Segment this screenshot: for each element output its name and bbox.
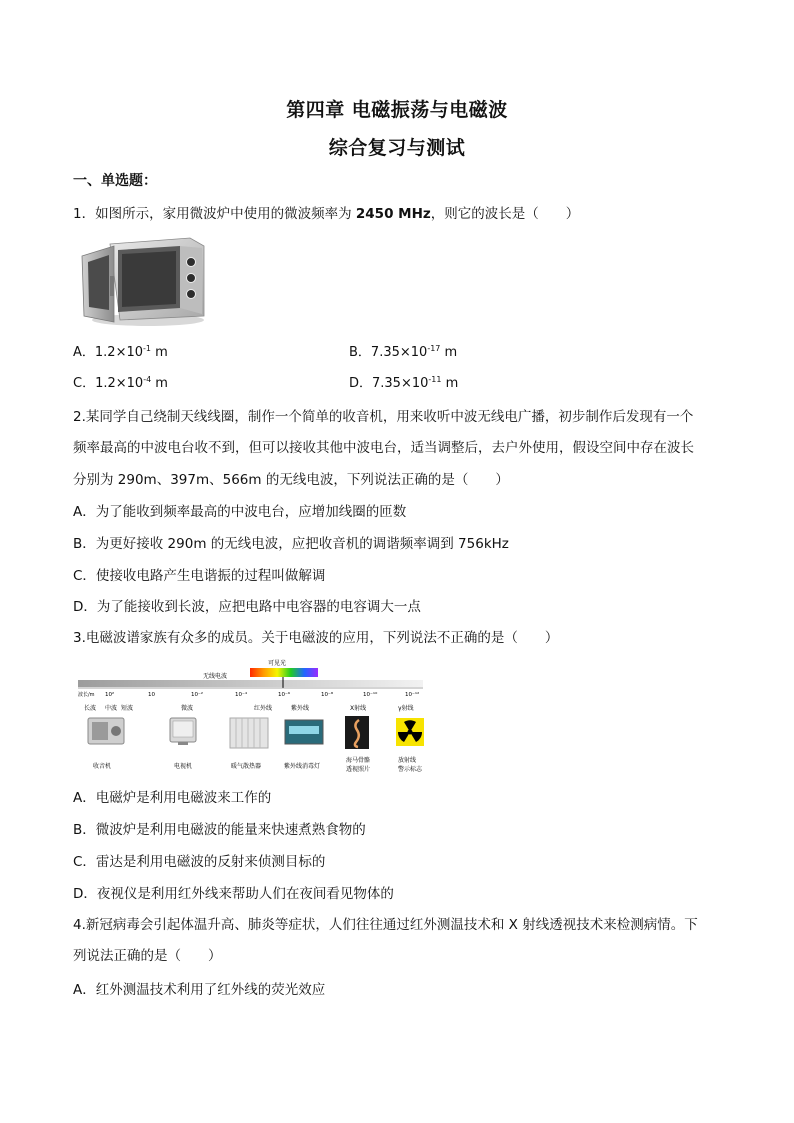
q1-c-unit: m [151, 376, 168, 391]
visible-spectrum-bar [250, 668, 318, 677]
tick-label: 10⁻² [191, 692, 204, 698]
q1-a-unit: m [151, 345, 168, 360]
q2-option-a[interactable]: A．为了能收到频率最高的中波电台，应增加线圈的匝数 [73, 504, 407, 520]
q1-c-mantissa: C．1.2×10 [73, 376, 144, 391]
band-label: 微波 [181, 705, 194, 712]
q1-a-mantissa: A．1.2×10 [73, 345, 144, 360]
band-label: 紫外线 [291, 705, 310, 712]
radio-wave-label: 无线电波 [203, 673, 228, 680]
band-label: 短波 [121, 705, 134, 712]
q2-option-b[interactable]: B．为更好接收 290m 的无线电波，应把收音机的调谐频率调到 756kHz [73, 536, 509, 552]
spectrum-band [78, 680, 423, 687]
q1-d-exponent: -11 [428, 375, 442, 384]
q3-option-a[interactable]: A．电磁炉是利用电磁波来工作的 [73, 790, 272, 806]
tick-label: 10 [148, 692, 155, 698]
tick-label: 10⁻⁴ [235, 692, 248, 698]
band-label: 红外线 [254, 705, 273, 712]
q1-a-exponent: -1 [143, 344, 151, 353]
q1-option-a[interactable] [73, 343, 168, 363]
q3-stem: 3.电磁波谱家族有众多的成员。关于电磁波的应用，下列说法不正确的是（ ） [73, 630, 559, 646]
tick-label: 10⁻¹⁰ [363, 692, 378, 698]
q2-stem-line-2: 频率最高的中波电台收不到，但可以接收其他中波电台，适当调整后，去户外使用，假设空间中存在波长 [73, 440, 694, 456]
microwave-oven-image [80, 236, 205, 328]
radio-image [88, 718, 124, 744]
tick-label: 10⁻⁸ [321, 692, 334, 698]
em-spectrum-figure [78, 658, 438, 780]
device-label: 放射线 [398, 757, 417, 764]
q4-stem-line-1: 4.新冠病毒会引起体温升高、肺炎等症状，人们往往通过红外测温技术和 X 射线透视技术来检测病情。下 [73, 917, 698, 933]
device-label: 警示标志 [398, 766, 423, 773]
q1-option-b[interactable] [349, 343, 457, 363]
tick-label: 10² [105, 692, 115, 698]
device-label: 收音机 [93, 763, 112, 770]
seahorse-xray-image [345, 716, 369, 749]
radiation-warning-icon [396, 718, 424, 746]
q4-stem-line-2: 列说法正确的是（ ） [73, 948, 222, 964]
q2-stem-line-3: 分别为 290m、397m、566m 的无线电波，下列说法正确的是（ ） [73, 472, 509, 488]
axis-label: 波长/m [78, 692, 95, 698]
band-label: γ射线 [398, 705, 414, 712]
band-label: X射线 [350, 705, 367, 712]
q3-option-c[interactable]: C．雷达是利用电磁波的反射来侦测目标的 [73, 854, 326, 870]
section-title: 一、单选题： [73, 173, 157, 189]
q1-option-c[interactable] [73, 374, 168, 394]
q1-b-unit: m [440, 345, 458, 360]
radiator-image [230, 718, 268, 748]
q1-b-mantissa: B．7.35×10 [349, 345, 428, 360]
device-label: 电视机 [174, 763, 193, 770]
q1-d-unit: m [441, 376, 459, 391]
device-label: 透视照片 [346, 766, 371, 773]
q2-option-c[interactable]: C．使接收电路产生电谐振的过程叫做解调 [73, 568, 326, 584]
q1-option-d[interactable] [349, 374, 458, 394]
q2-option-d[interactable]: D．为了能接收到长波，应把电路中电容器的电容调大一点 [73, 599, 421, 615]
q1-frequency: 2450 MHz [355, 206, 431, 222]
chapter-title: 第四章 电磁振荡与电磁波 [286, 99, 508, 121]
band-label: 长波 [84, 705, 97, 712]
tick-label: 10⁻¹² [405, 692, 420, 698]
q4-option-a[interactable]: A．红外测温技术利用了红外线的荧光效应 [73, 982, 326, 998]
device-label: 暖气散热器 [231, 763, 262, 770]
question-1-stem [73, 204, 723, 224]
q1-stem-part-c: ，则它的波长是（ ） [430, 206, 580, 222]
band-label: 中波 [105, 705, 118, 712]
tv-image [170, 718, 196, 745]
q2-stem-line-1: 2.某同学自己绕制天线线圈，制作一个简单的收音机，用来收听中波无线电广播，初步制作后发现有一个 [73, 409, 694, 425]
tick-label: 10⁻⁶ [278, 692, 291, 698]
q1-b-exponent: -17 [427, 344, 441, 353]
q3-option-d[interactable]: D．夜视仪是利用红外线来帮助人们在夜间看见物体的 [73, 886, 394, 902]
q1-stem-part-a: 1．如图所示，家用微波炉中使用的微波频率为 [73, 206, 356, 222]
device-label: 紫外线消毒灯 [284, 763, 321, 770]
visible-light-label: 可见光 [268, 660, 287, 667]
device-label: 海马骨骼 [346, 757, 371, 764]
q1-c-exponent: -4 [143, 375, 152, 384]
q1-d-mantissa: D．7.35×10 [349, 376, 429, 391]
uv-lamp-image [285, 720, 323, 744]
page-subtitle: 综合复习与测试 [328, 137, 466, 159]
q3-option-b[interactable]: B．微波炉是利用电磁波的能量来快速煮熟食物的 [73, 822, 366, 838]
